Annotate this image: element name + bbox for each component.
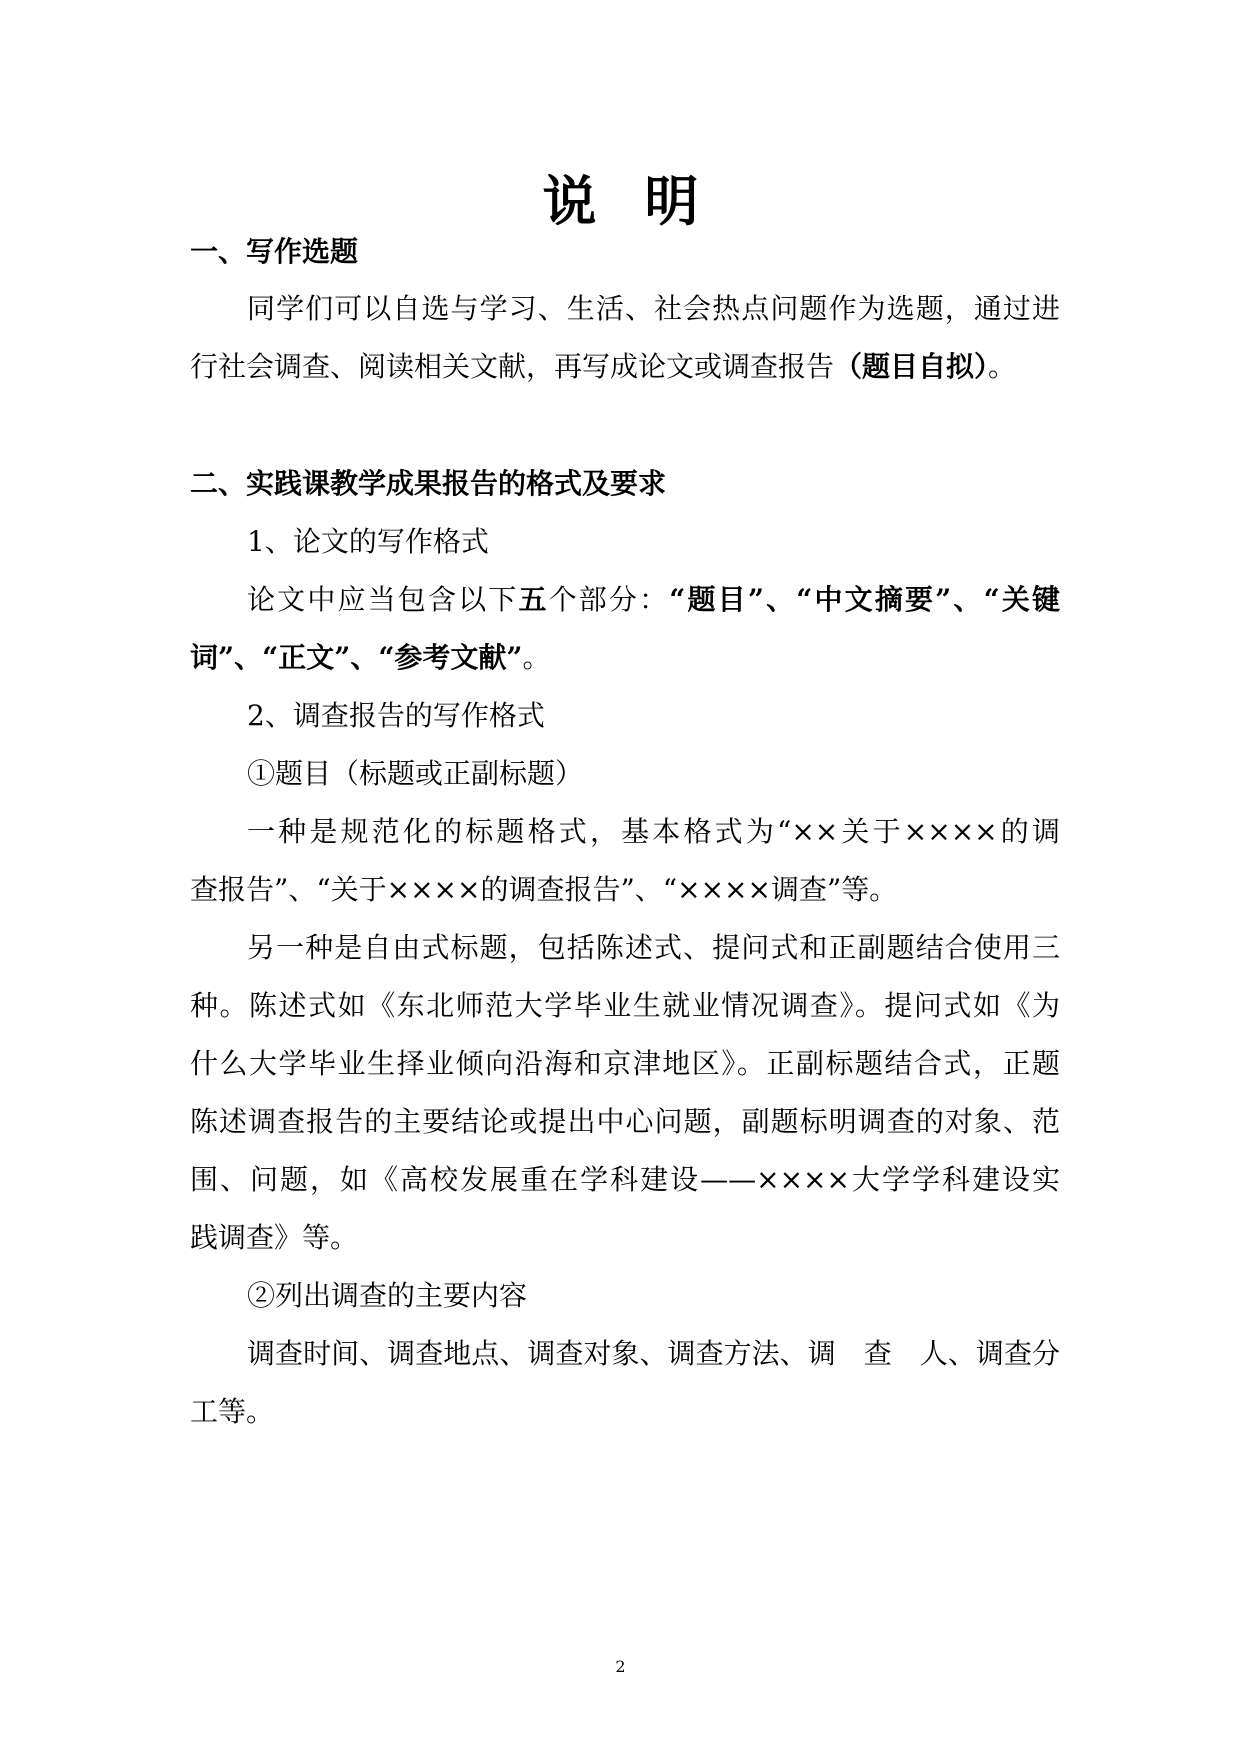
paper-format-text: 论文中应当包含以下 xyxy=(247,583,519,616)
item-1-paragraph-2-line-3: 什么大学毕业生择业倾向沿海和京津地区》。正副标题结合式，正题 xyxy=(190,1047,1060,1080)
paper-format-bold-parts-2: 词”、“正文”、“参考文献” xyxy=(190,641,523,674)
section-1-paragraph-line-2 xyxy=(190,347,1060,387)
subheading-paper-format: 1、论文的写作格式 xyxy=(247,525,489,558)
paper-format-text-2: 个部分： xyxy=(548,583,670,616)
item-1-paragraph-2-line-1: 另一种是自由式标题，包括陈述式、提问式和正副题结合使用三 xyxy=(247,931,1060,964)
item-1-paragraph-1-line-1: 一种是规范化的标题格式，基本格式为“××关于××××的调 xyxy=(247,815,1060,848)
subheading-report-format: 2、调查报告的写作格式 xyxy=(247,699,545,732)
paper-format-line-1 xyxy=(247,580,1060,620)
section-1-paragraph-line-1: 同学们可以自选与学习、生活、社会热点问题作为选题，通过进 xyxy=(247,292,1060,325)
paper-format-line-2 xyxy=(190,638,1060,678)
paper-format-bold-parts: “题目”、“中文摘要”、“关键 xyxy=(669,583,1060,616)
item-2-paragraph-line-1: 调查时间、调查地点、调查对象、调查方法、调 查 人、调查分 xyxy=(247,1337,1060,1370)
section-1-paragraph-text: 行社会调查、阅读相关文献，再写成论文或调查报告 xyxy=(190,350,835,383)
item-2-paragraph-line-2: 工等。 xyxy=(190,1395,275,1428)
page-number: 2 xyxy=(615,1657,626,1676)
paper-format-bold-five: 五 xyxy=(518,583,549,616)
item-1-paragraph-1-line-2: 查报告”、“关于××××的调查报告”、“××××调查”等。 xyxy=(190,873,898,906)
item-2-heading: ②列出调查的主要内容 xyxy=(247,1279,528,1312)
section-1-heading: 一、写作选题 xyxy=(190,235,359,268)
section-1-paragraph-bold: （题目自拟） xyxy=(834,350,989,383)
item-1-heading: ①题目（标题或正副标题） xyxy=(247,757,584,790)
item-1-paragraph-2-line-2: 种。陈述式如《东北师范大学毕业生就业情况调查》。提问式如《为 xyxy=(190,989,1060,1022)
item-1-paragraph-2-line-4: 陈述调查报告的主要结论或提出中心问题，副题标明调查的对象、范 xyxy=(190,1105,1060,1138)
section-2-heading: 二、实践课教学成果报告的格式及要求 xyxy=(190,467,667,500)
paper-format-end: 。 xyxy=(522,641,551,674)
section-1-paragraph-end: 。 xyxy=(988,350,1017,383)
item-1-paragraph-2-line-5: 围、问题，如《高校发展重在学科建设——××××大学学科建设实 xyxy=(190,1163,1060,1196)
page-title: 说明 xyxy=(542,169,747,233)
item-1-paragraph-2-line-6: 践调查》等。 xyxy=(190,1221,359,1254)
